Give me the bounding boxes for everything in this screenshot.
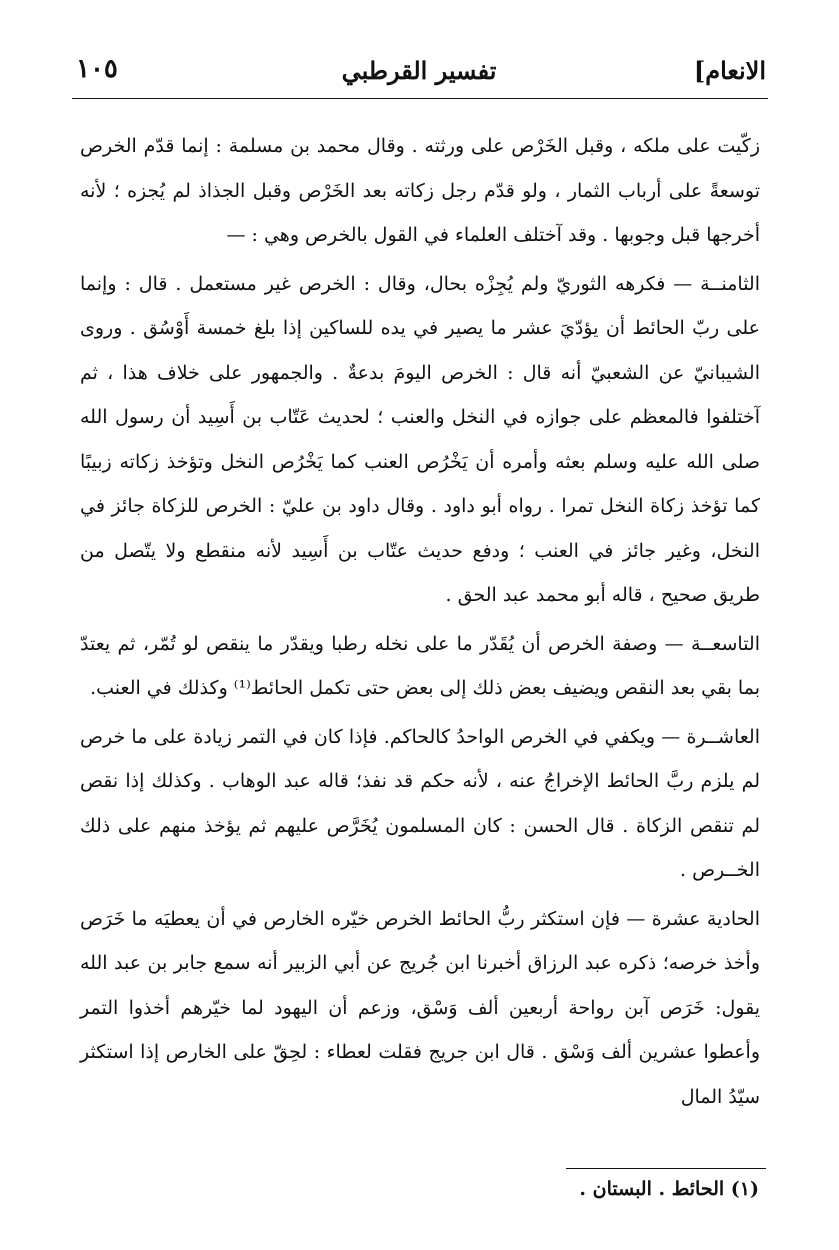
paragraph: الثامنــة — فكرهه الثوريّ ولم يُجِزْه بحال، وقال : الخرص غير مستعمل . قال : وإنما على ربّ الحائط أن يؤدّيَ عشر ما يصير في يده للساكين إذا بلغ خمسة أَوْسُق . وروى الشيبانيّ عن الشعبيّ أنه قال : الخرص اليومَ بدعةٌ . والجمهور على خلاف هذا ، ثم آختلفوا فالمعظم على جوازه في النخل والعنب ؛ لحديث عَتّاب بن أَسِيد أن رسول الله صلى الله عليه وسلم بعثه وأمره أن يَخْرُص العنب كما يَخْرُص النخل وتؤخذ زكاته زبيبًا كما تؤخذ زكاة النخل تمرا . رواه أبو داود . وقال داود بن عليّ : الخرص للزكاة جائز في النخل، وغير جائز في العنب ؛ ودفع حديث عتّاب بن أَسِيد لأنه منقطع ولا يتّصل من طريق صحيح ، قاله أبو محمد عبد الحق .: [80, 272, 760, 606]
surah-name: الانعام]: [693, 56, 766, 85]
footnote-rule: [566, 1168, 766, 1169]
paragraph: زكّيت على ملكه ، وقبل الخَرْص على ورثته . وقال محمد بن مسلمة : إنما قدّم الخرص توسعةً على أرباب الثمار ، ولو قدّم رجل زكاته بعد الخَرْص وقبل الجذاذ لم يُجزه ؛ لأنه أخرجها قبل وجوبها . وقد آختلف العلماء في القول بالخرص وهي : —: [80, 135, 760, 246]
page-number: ١٠٥: [76, 54, 118, 84]
paragraph: الحادية عشرة — فإن استكثر ربُّ الحائط الخرص خيّره الخارص في أن يعطيَه ما خَرَص وأخذ خرصه؛ ذكره عبد الرزاق أخبرنا ابن جُريج عن أبي الزبير أنه سمع جابر بن عبد الله يقول: خَرَص آبن رواحة أربعين ألف وَسْق، وزعم أن اليهود لما خيّرهم أخذوا التمر وأعطوا عشرين ألف وَسْق . قال ابن جريج فقلت لعطاء : لحِقّ على الخارص إذا استكثر سيّدُ المال: [80, 907, 760, 1108]
running-header: [72, 50, 766, 96]
body-text: [80, 124, 760, 1119]
header-rule: [72, 98, 768, 99]
paragraph: العاشــرة — ويكفي في الخرص الواحدُ كالحاكم. فإذا كان في التمر زيادة على ما خرص لم يلزم ربَّ الحائط الإخراجُ عنه ، لأنه حكم قد نفذ؛ قاله عبد الوهاب . وكذلك إذا نقص لم تنقص الزكاة . قال الحسن : كان المسلمون يُخَرَّص عليهم ثم يؤخذ منهم على ذلك الخــرص .: [80, 725, 760, 881]
footnote: (١) الحائط . البستان .: [579, 1178, 759, 1200]
paragraph: التاسعــة — وصفة الخرص أن يُقَدّر ما على نخله رطبا ويقدّر ما ينقص لو تُمّر، ثم يعتدّ بما بقي بعد النقص ويضيف بعض ذلك إلى بعض حتى تكمل الحائط⁽¹⁾ وكذلك في العنب.: [80, 632, 760, 699]
book-title: تفسير القرطبي: [341, 56, 497, 85]
